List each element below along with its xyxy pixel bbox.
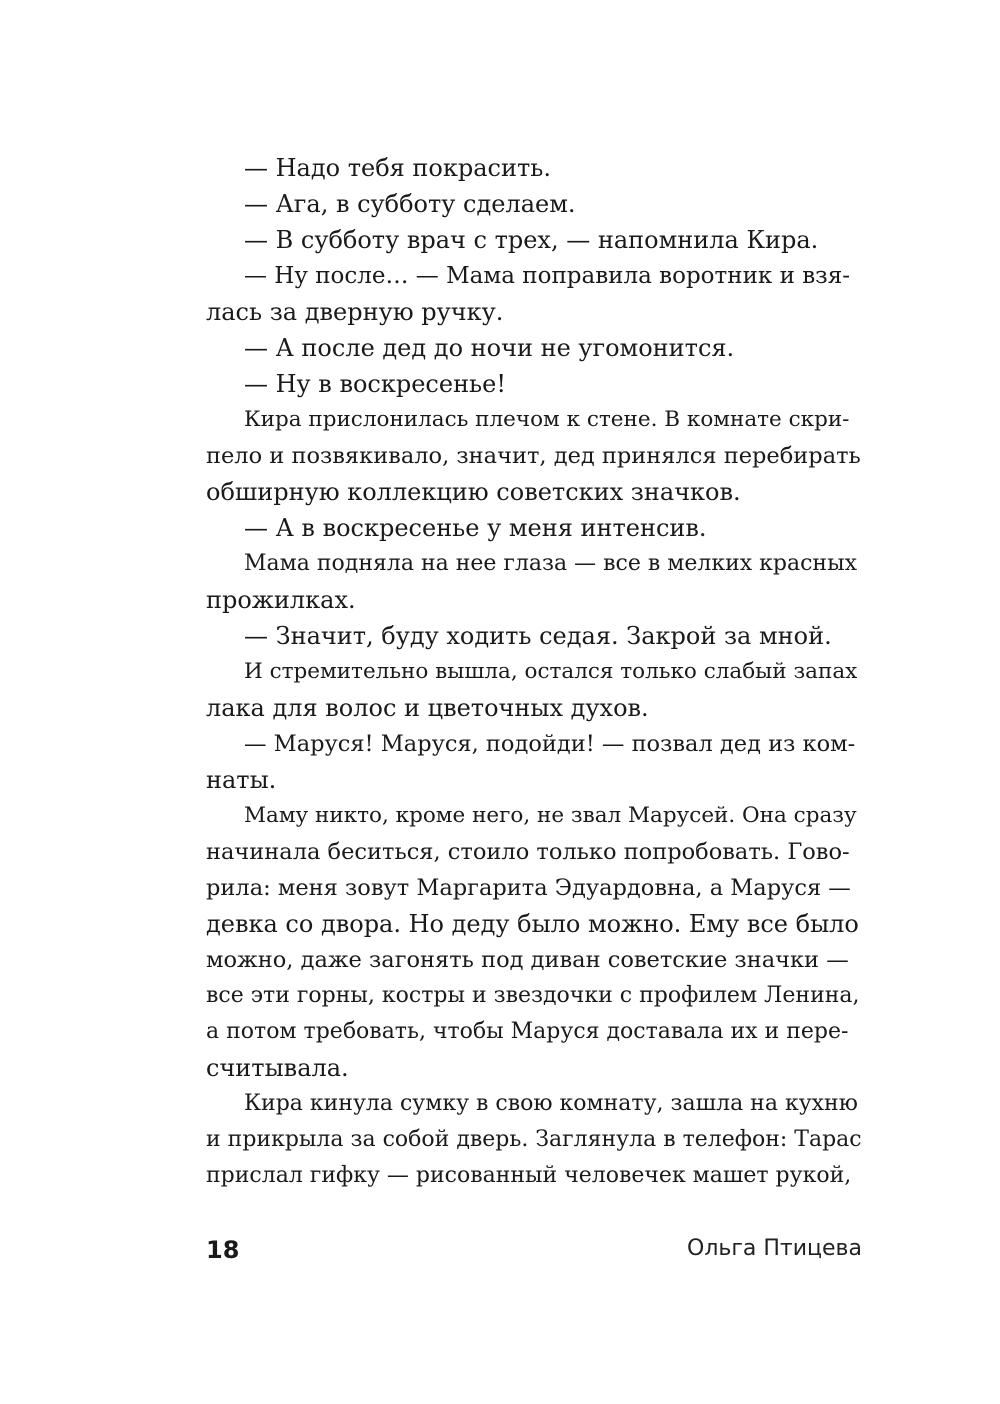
text-line: — Ну в воскресенье! [244, 370, 506, 398]
text-line: можно, даже загонять под диван советские значки — [206, 947, 849, 973]
text-line: лака для волос и цветочных духов. [206, 694, 649, 722]
text-line: а потом требовать, чтобы Маруся доставала их и пере- [206, 1019, 849, 1044]
text-line: наты. [206, 766, 277, 794]
text-line: и прикрыла за собой дверь. Заглянула в телефон: Тарас [206, 1127, 862, 1152]
text-line: начинала беситься, стоило только попробовать. Гово- [206, 839, 850, 865]
author-name: Ольга Птицева [687, 1236, 862, 1261]
text-line: — Ага, в субботу сделаем. [244, 190, 576, 218]
text-line: — Надо тебя покрасить. [244, 154, 551, 182]
text-line: пело и позвякивало, значит, дед принялся перебирать [206, 443, 861, 469]
text-line: Кира прислонилась плечом к стене. В комнате скри- [244, 407, 850, 432]
text-line: И стремительно вышла, остался только слабый запах [244, 659, 858, 684]
text-line: лась за дверную ручку. [206, 298, 504, 326]
text-line: — Ну после… — Мама поправила воротник и взя- [244, 263, 850, 289]
text-line: — А после дед до ночи не угомонится. [244, 334, 735, 362]
text-line: все эти горны, костры и звездочки с профилем Ленина, [206, 983, 860, 1008]
text-line: девка со двора. Но деду было можно. Ему все было [206, 910, 859, 938]
text-line: обширную коллекцию советских значков. [206, 478, 741, 506]
text-line: — Маруся! Маруся, подойди! — позвал дед из ком- [244, 731, 856, 757]
text-line: прислал гифку — рисованный человечек машет рукой, [206, 1163, 852, 1188]
text-line: рила: меня зовут Маргарита Эдуардовна, а Маруся — [206, 875, 851, 901]
text-line: Маму никто, кроме него, не звал Марусей. Она сразу [244, 803, 857, 828]
text-line: — В субботу врач с трех, — напомнила Кира. [244, 226, 819, 254]
text-line: Мама подняла на нее глаза — все в мелких красных [244, 551, 858, 576]
text-line: — А в воскресенье у меня интенсив. [244, 514, 707, 542]
page-footer [206, 1236, 862, 1266]
page-number: 18 [206, 1236, 240, 1264]
text-line: — Значит, буду ходить седая. Закрой за мной. [244, 622, 832, 650]
body-text [206, 150, 862, 1194]
text-line: Кира кинула сумку в свою комнату, зашла на кухню [244, 1091, 858, 1116]
text-line: считывала. [206, 1054, 349, 1082]
text-line: прожилках. [206, 586, 356, 614]
